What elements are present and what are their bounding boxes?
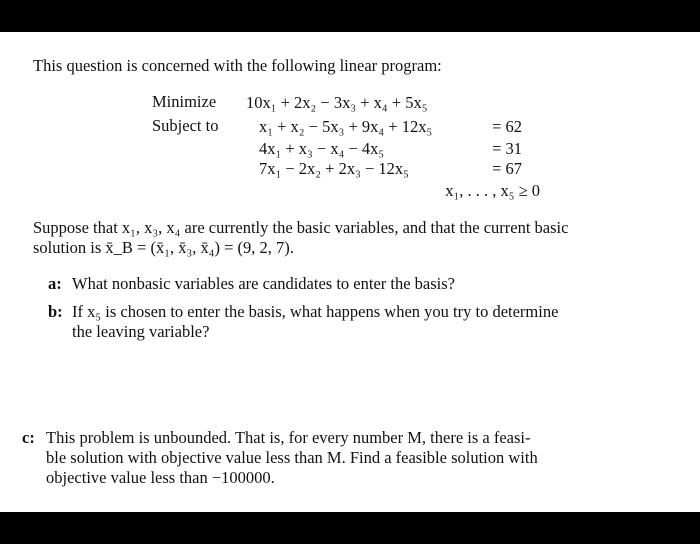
question-b-line-2: the leaving variable? [72, 322, 210, 341]
question-c-line-2: ble solution with objective value less than M. Find a feasible solution with [46, 448, 538, 467]
question-c-line-3: objective value less than −100000. [46, 468, 275, 487]
constraint-2-lhs: 4x₁ + x₃ − x₄ − 4x₅ [259, 139, 385, 158]
question-b-label: b: [48, 302, 63, 321]
question-c-line-1: This problem is unbounded. That is, for every number M, there is a feasi- [46, 428, 531, 447]
bottom-black-bar [0, 512, 700, 544]
top-black-bar [0, 0, 700, 32]
question-b-line-1: If x₅ is chosen to enter the basis, what happens when you try to determine [72, 302, 559, 321]
subject-to-label: Subject to [152, 116, 219, 135]
intro-text: This question is concerned with the following linear program: [33, 56, 442, 75]
constraint-1-lhs: x₁ + x₂ − 5x₃ + 9x₄ + 12x₅ [259, 117, 433, 136]
constraint-1-rhs: = 62 [492, 117, 522, 136]
constraint-2-rhs: = 31 [492, 139, 522, 158]
minimize-label: Minimize [152, 92, 217, 111]
nonnegativity-constraint: x₁, . . . , x₅ ≥ 0 [445, 181, 540, 200]
suppose-line-2: solution is x̄_B = (x̄₁, x̄₃, x̄₄) = (9, 2, 7). [33, 238, 294, 257]
question-a-text: What nonbasic variables are candidates to enter the basis? [72, 274, 456, 293]
question-c-label: c: [22, 428, 35, 447]
constraint-3-lhs: 7x₁ − 2x₂ + 2x₃ − 12x₅ [259, 159, 409, 178]
constraint-3-rhs: = 67 [492, 159, 522, 178]
suppose-line-1: Suppose that x₁, x₃, x₄ are currently the basic variables, and that the current basic [33, 218, 569, 237]
objective-function: 10x₁ + 2x₂ − 3x₃ + x₄ + 5x₅ [246, 93, 428, 112]
question-a-label: a: [48, 274, 62, 293]
